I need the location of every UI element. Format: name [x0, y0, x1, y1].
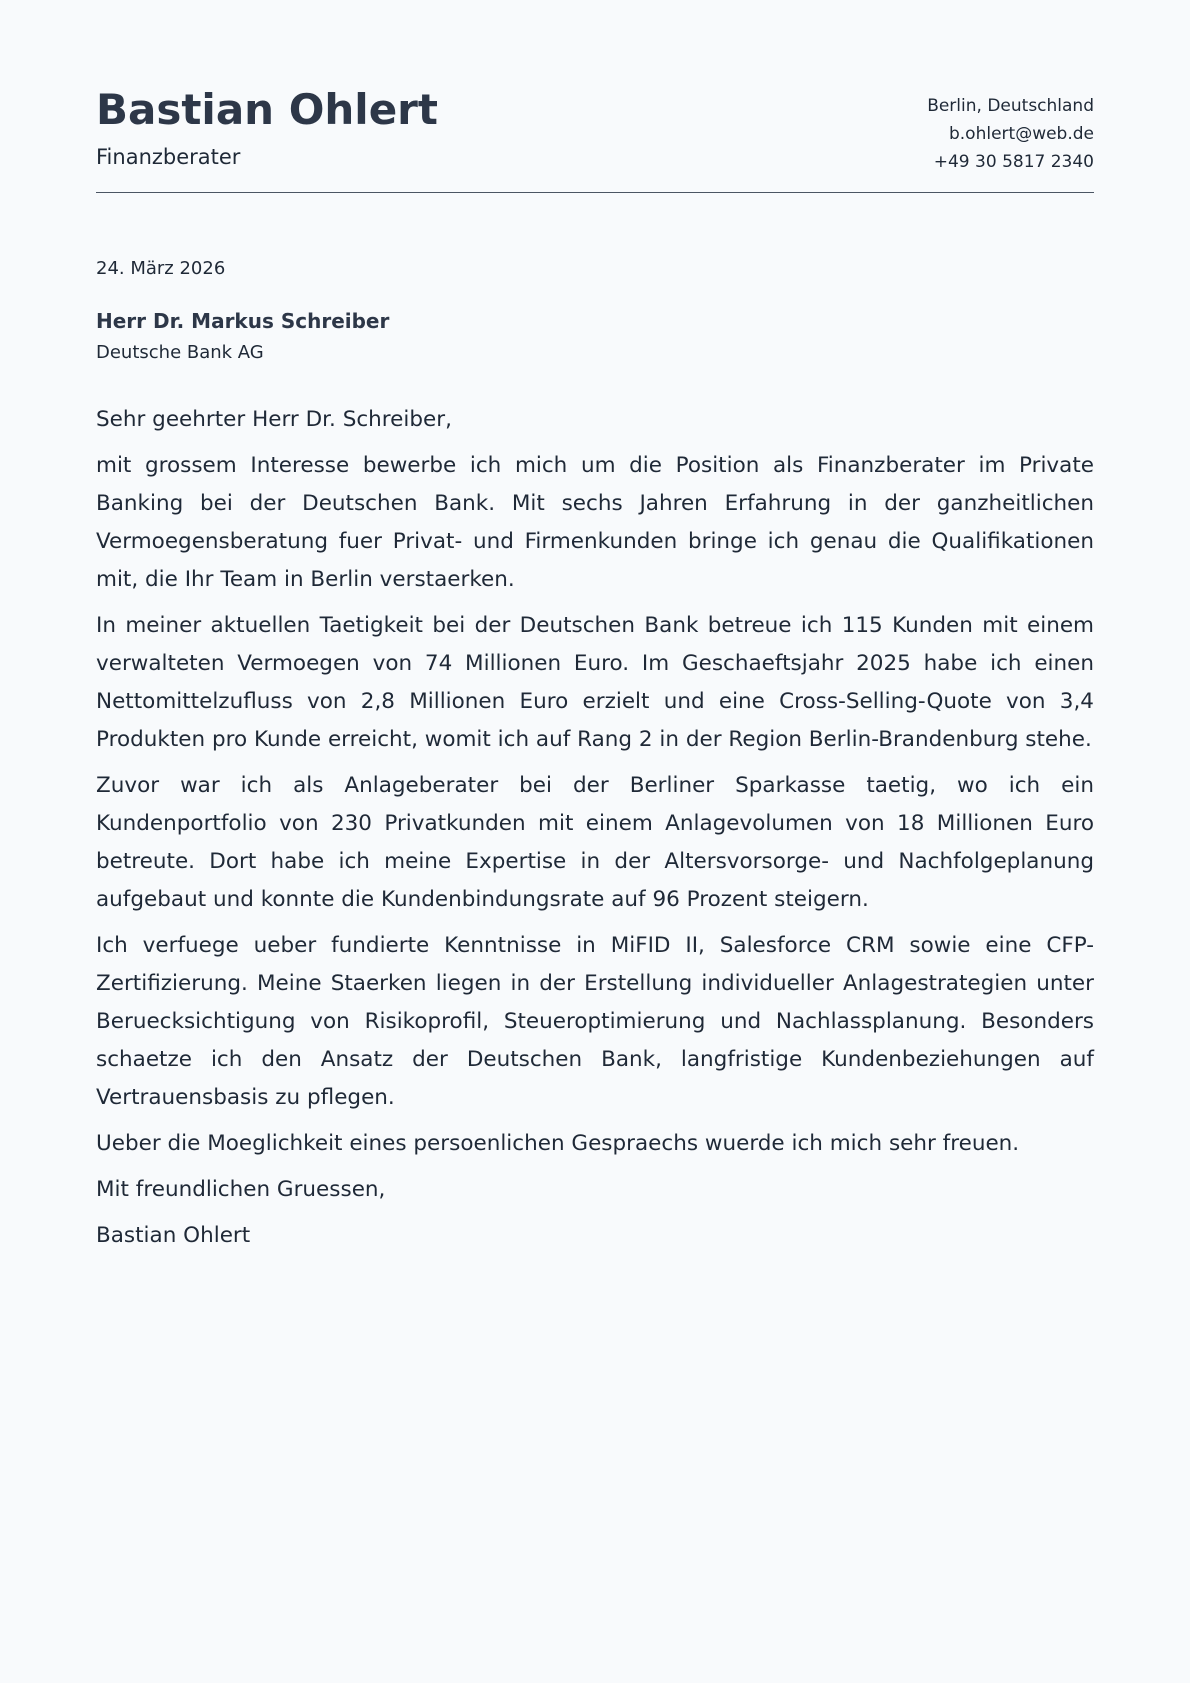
- sender-title: Finanzberater: [96, 145, 241, 169]
- recipient-block: [96, 307, 1094, 367]
- closing-phrase: Mit freundlichen Gruessen,: [96, 1177, 386, 1202]
- contact-location: Berlin, Deutschland: [927, 96, 1094, 116]
- letter-header: [96, 84, 1094, 193]
- signature: Bastian Ohlert: [96, 1223, 251, 1248]
- contact-email: b.ohlert@web.de: [948, 124, 1094, 144]
- recipient-name: Herr Dr. Markus Schreiber: [96, 309, 390, 333]
- contact-phone: +49 30 5817 2340: [933, 152, 1094, 172]
- closing-block: [96, 1171, 1094, 1255]
- paragraph-interview-request: Ueber die Moeglichkeit eines persoenlichen Gespraechs wuerde ich mich sehr freuen.: [96, 1131, 1020, 1156]
- letter-date: 24. März 2026: [96, 258, 226, 279]
- paragraph-skills: Ich verfuege ueber fundierte Kenntnisse in MiFID II, Salesforce CRM sowie eine CFP-Zertifizierung. Meine Staerken liegen in der Erstellung individueller Anlagestrategien unter Beruecksichtigung von Risikoprofil, Steueroptimierung und Nachlassplanung. Besonders schaetze ich den Ansatz der Deutschen Bank, langfristige Kundenbeziehungen auf Vertrauensbasis zu pflegen.: [96, 933, 1094, 1110]
- sender-name: Bastian Ohlert: [96, 85, 438, 134]
- salutation: Sehr geehrter Herr Dr. Schreiber,: [96, 407, 452, 432]
- paragraph-introduction: mit grossem Interesse bewerbe ich mich um die Position als Finanzberater im Private Banking bei der Deutschen Bank. Mit sechs Jahren Erfahrung in der ganzheitlichen Vermoegensberatung fuer Privat- und Firmenkunden bringe ich genau die Qualifikationen mit, die Ihr Team in Berlin verstaerken.: [96, 453, 1094, 592]
- paragraph-current-role: In meiner aktuellen Taetigkeit bei der Deutschen Bank betreue ich 115 Kunden mit einem verwalteten Vermoegen von 74 Millionen Euro. Im Geschaeftsjahr 2025 habe ich einen Nettomittelzufluss von 2,8 Millionen Euro erzielt und eine Cross-Selling-Quote von 3,4 Produkten pro Kunde erreicht, womit ich auf Rang 2 in der Region Berlin-Brandenburg stehe.: [96, 613, 1094, 752]
- recipient-company: Deutsche Bank AG: [96, 342, 264, 363]
- sender-identity: [96, 84, 438, 170]
- sender-contact: [927, 84, 1094, 176]
- letter-body: [96, 401, 1094, 1255]
- paragraph-previous-role: Zuvor war ich als Anlageberater bei der Berliner Sparkasse taetig, wo ich ein Kundenportfolio von 230 Privatkunden mit einem Anlagevolumen von 18 Millionen Euro betreute. Dort habe ich meine Expertise in der Altersvorsorge- und Nachfolgeplanung aufgebaut und konnte die Kundenbindungsrate auf 96 Prozent steigern.: [96, 773, 1094, 912]
